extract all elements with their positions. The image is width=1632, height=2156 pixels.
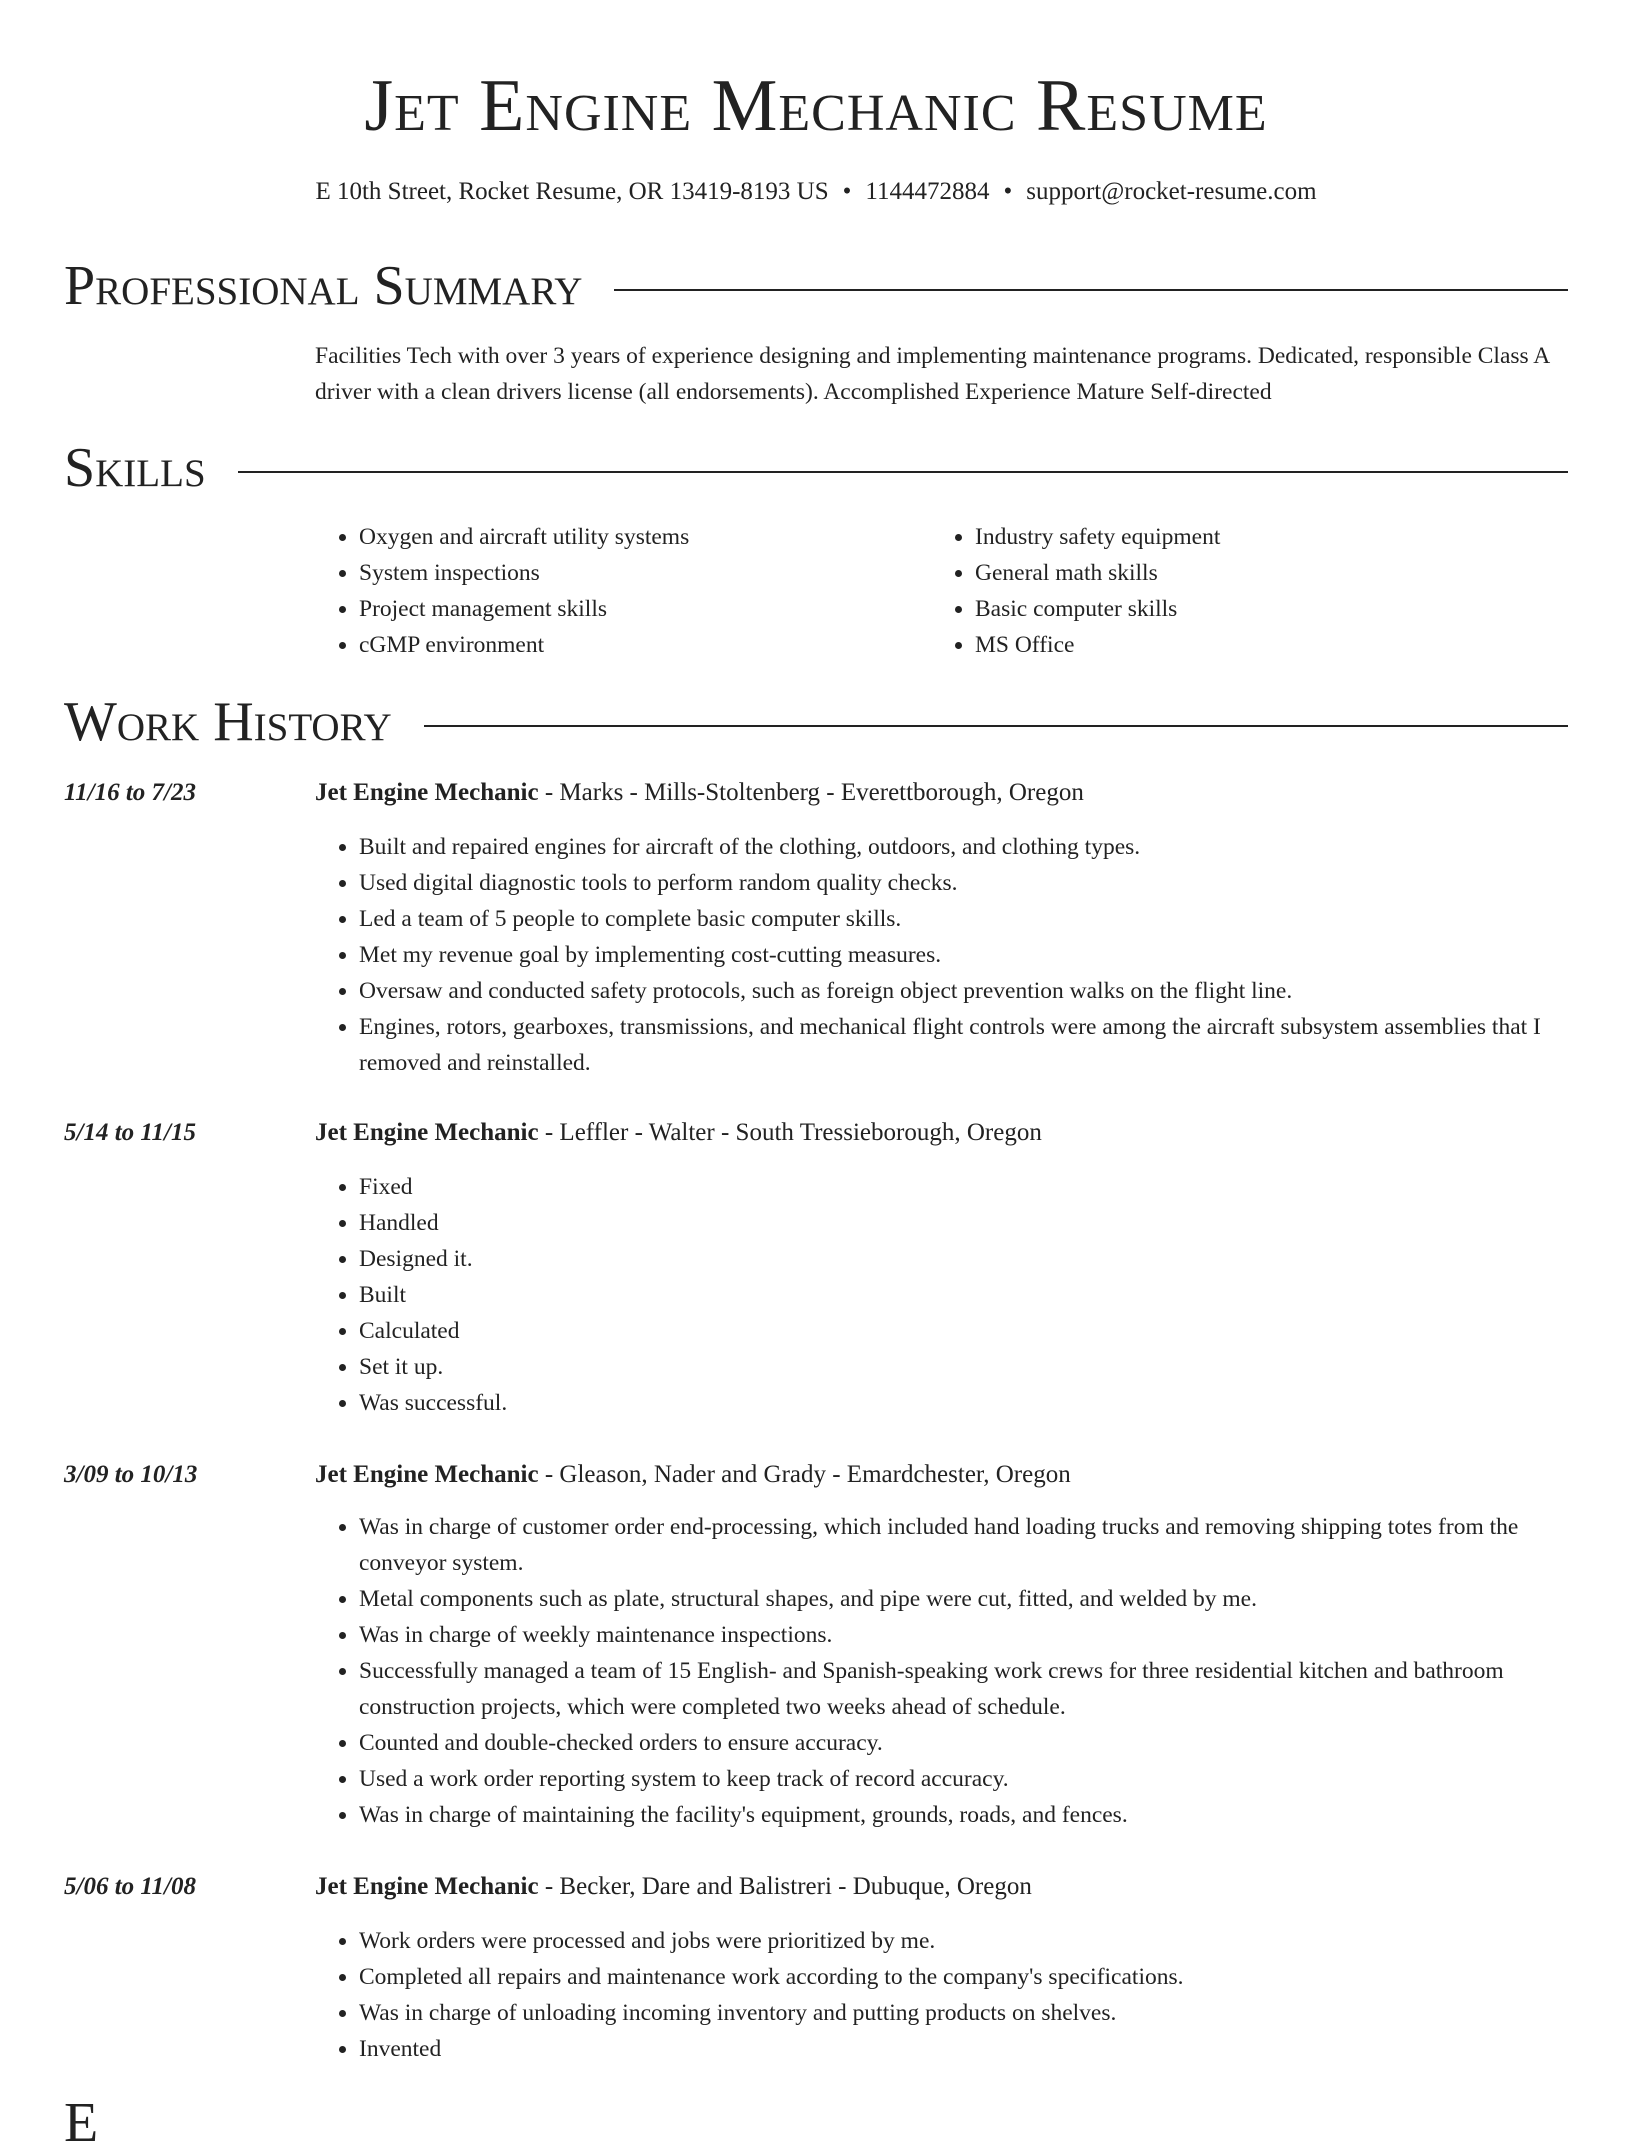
job-bullet: • Counted and double-checked orders to ensure accuracy.: [359, 1725, 1568, 1761]
work-history-section-header: [64, 689, 1568, 755]
job-dates: 3/09 to 10/13: [64, 1461, 198, 1488]
job-bullet: • Calculated: [359, 1313, 1568, 1349]
job-title: Jet Engine Mechanic: [315, 1461, 539, 1488]
job-title: Jet Engine Mechanic: [315, 1873, 539, 1900]
skill-item: • MS Office: [975, 627, 1575, 663]
next-section-heading: E: [64, 2092, 99, 2154]
job-details: - Gleason, Nader and Grady - Emardchester, Oregon: [538, 1461, 1071, 1488]
separator-dot: •: [1003, 178, 1013, 205]
job-title: Jet Engine Mechanic: [315, 779, 539, 806]
job-details: - Leffler - Walter - South Tressieborough, Oregon: [538, 1119, 1042, 1146]
job-dates: 5/06 to 11/08: [64, 1873, 196, 1900]
job-bullet: • Work orders were processed and jobs were prioritized by me.: [359, 1923, 1568, 1959]
job-bullet: • Was successful.: [359, 1385, 1568, 1421]
summary-section-header: [64, 253, 1568, 319]
skills-list-right: [931, 519, 1575, 663]
job-bullet: • Engines, rotors, gearboxes, transmissions, and mechanical flight controls were among the aircraft subsystem assemblies that I removed and reinstalled.: [359, 1009, 1568, 1081]
resume-title: Jet Engine Mechanic Resume: [364, 65, 1268, 147]
job-bullet: • Successfully managed a team of 15 English- and Spanish-speaking work crews for three residential kitchen and bathroom construction projects, which were completed two weeks ahead of schedule.: [359, 1653, 1568, 1725]
skill-item: • Project management skills: [359, 591, 919, 627]
job-bullet: • Used digital diagnostic tools to perform random quality checks.: [359, 865, 1568, 901]
job-bullet: • Built: [359, 1277, 1568, 1313]
section-divider: [614, 289, 1568, 291]
section-divider: [238, 471, 1568, 473]
job-bullet: • Metal components such as plate, structural shapes, and pipe were cut, fitted, and welded by me.: [359, 1581, 1568, 1617]
job-bullet: • Completed all repairs and maintenance work according to the company's specifications.: [359, 1959, 1568, 1995]
section-divider: [424, 725, 1568, 727]
separator-dot: •: [842, 178, 852, 205]
job-bullet: • Was in charge of maintaining the facility's equipment, grounds, roads, and fences.: [359, 1797, 1568, 1833]
summary-text: Facilities Tech with over 3 years of experience designing and implementing maintenance programs. Dedicated, responsible Class A driver with a clean drivers license (all endorsements). Accomplished Experience Mature Self-directed: [315, 343, 1549, 405]
job-bullet-list: [315, 1169, 1568, 1421]
skills-section-header: [64, 435, 1568, 501]
skill-item: • Basic computer skills: [975, 591, 1575, 627]
job-bullet: • Fixed: [359, 1169, 1568, 1205]
contact-address: E 10th Street, Rocket Resume, OR 13419-8193 US: [315, 178, 829, 205]
job-bullet: • Invented: [359, 2031, 1568, 2067]
job-bullet: • Handled: [359, 1205, 1568, 1241]
contact-line: [0, 174, 1632, 210]
job-bullet: • Used a work order reporting system to keep track of record accuracy.: [359, 1761, 1568, 1797]
job-bullet: • Was in charge of unloading incoming inventory and putting products on shelves.: [359, 1995, 1568, 2031]
job-bullet: • Designed it.: [359, 1241, 1568, 1277]
job-bullet-list: [315, 1923, 1568, 2067]
job-bullet: • Was in charge of customer order end-processing, which included hand loading trucks and removing shipping totes from the conveyor system.: [359, 1509, 1568, 1581]
job-bullet-list: [315, 829, 1568, 1081]
job-title: Jet Engine Mechanic: [315, 1119, 539, 1146]
skills-list-left: [315, 519, 919, 663]
job-details: - Marks - Mills-Stoltenberg - Everettborough, Oregon: [538, 779, 1084, 806]
job-header: [315, 775, 1568, 811]
skills-heading: Skills: [64, 437, 206, 499]
job-bullet: • Led a team of 5 people to complete basic computer skills.: [359, 901, 1568, 937]
contact-email[interactable]: support@rocket-resume.com: [1026, 178, 1317, 205]
job-bullet: • Set it up.: [359, 1349, 1568, 1385]
job-details: - Becker, Dare and Balistreri - Dubuque, Oregon: [538, 1873, 1032, 1900]
skill-item: • cGMP environment: [359, 627, 919, 663]
job-bullet: • Built and repaired engines for aircraft of the clothing, outdoors, and clothing types.: [359, 829, 1568, 865]
skill-item: • Industry safety equipment: [975, 519, 1575, 555]
job-header: [315, 1869, 1568, 1905]
skill-item: • General math skills: [975, 555, 1575, 591]
summary-heading: Professional Summary: [64, 255, 583, 317]
job-header: [315, 1115, 1568, 1151]
work-history-heading: Work History: [64, 691, 392, 753]
job-dates: 5/14 to 11/15: [64, 1119, 196, 1146]
job-bullet: • Oversaw and conducted safety protocols, such as foreign object prevention walks on the flight line.: [359, 973, 1568, 1009]
job-bullet-list: [315, 1509, 1568, 1833]
skill-item: • System inspections: [359, 555, 919, 591]
job-bullet: • Met my revenue goal by implementing cost-cutting measures.: [359, 937, 1568, 973]
job-dates: 11/16 to 7/23: [64, 779, 196, 806]
job-header: [315, 1457, 1568, 1493]
contact-phone: 1144472884: [865, 178, 990, 205]
job-bullet: • Was in charge of weekly maintenance inspections.: [359, 1617, 1568, 1653]
skill-item: • Oxygen and aircraft utility systems: [359, 519, 919, 555]
